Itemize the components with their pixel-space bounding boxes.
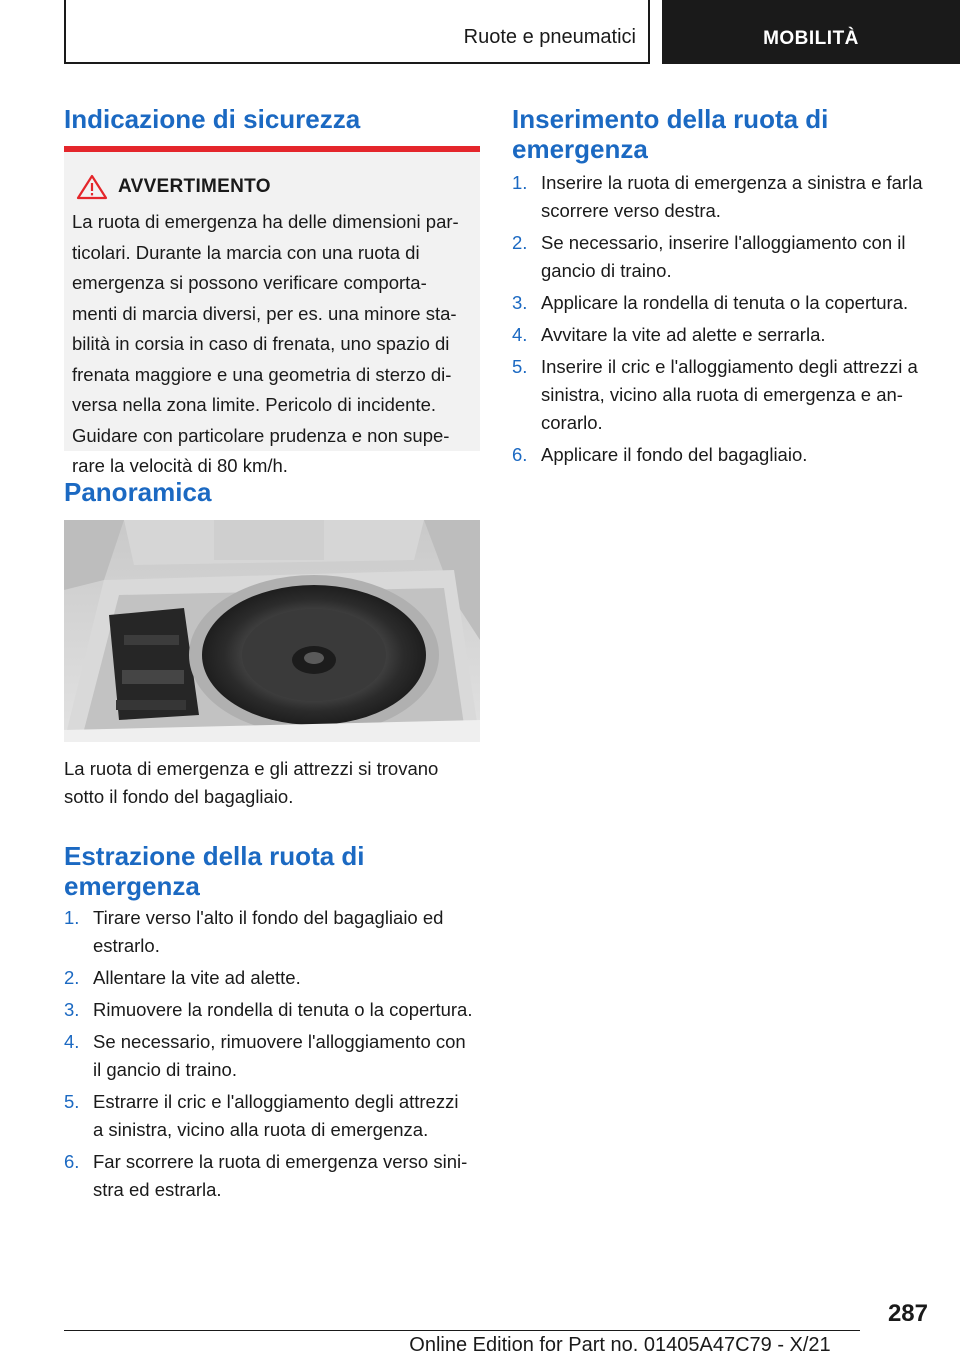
overview-caption — [64, 755, 438, 811]
list-item — [512, 321, 942, 349]
step-text: a sinistra, vicino alla ruota di emergenza. — [93, 1119, 429, 1140]
step-number: 1. — [64, 907, 80, 928]
warning-line: rare la velocità di 80 km/h. — [72, 455, 288, 476]
step-text: Avvitare la vite ad alette e serrarla. — [541, 324, 826, 345]
warning-triangle-icon — [76, 174, 108, 200]
caption-line: sotto il fondo del bagagliaio. — [64, 786, 294, 807]
heading-line: Inserimento della ruota di — [512, 104, 829, 134]
list-item — [64, 1088, 484, 1144]
list-item — [512, 229, 942, 285]
heading-line: emergenza — [64, 871, 200, 901]
heading-safety: Indicazione di sicurezza — [64, 104, 361, 134]
step-text: Far scorrere la ruota di emergenza verso sini- — [93, 1151, 468, 1172]
step-number: 2. — [64, 967, 80, 988]
warning-title: AVVERTIMENTO — [118, 176, 271, 197]
spare-wheel-drawing — [64, 520, 480, 742]
step-text: Se necessario, inserire l'alloggiamento con il — [541, 232, 906, 253]
trunk-spare-wheel-illustration — [64, 520, 480, 742]
header-rule-bottom — [64, 62, 650, 64]
step-text: Estrarre il cric e l'alloggiamento degli attrezzi — [93, 1091, 459, 1112]
step-number: 3. — [64, 999, 80, 1020]
step-text: corarlo. — [541, 412, 603, 433]
warning-header — [72, 172, 472, 202]
list-item — [512, 441, 942, 469]
list-item — [64, 1148, 484, 1204]
step-text: stra ed estrarla. — [93, 1179, 222, 1200]
list-item — [64, 1028, 484, 1084]
step-text: Tirare verso l'alto il fondo del bagagliaio ed — [93, 907, 444, 928]
step-text: estrarlo. — [93, 935, 160, 956]
header-section-title: Ruote e pneumatici — [463, 26, 636, 48]
step-number: 6. — [512, 444, 528, 465]
warning-text — [72, 207, 472, 482]
step-text: il gancio di traino. — [93, 1059, 237, 1080]
step-number: 5. — [64, 1091, 80, 1112]
step-text: Inserire la ruota di emergenza a sinistra e farla — [541, 172, 923, 193]
list-item — [64, 996, 484, 1024]
page-number: 287 — [887, 1300, 928, 1327]
header-rule-right — [648, 0, 650, 64]
list-item — [512, 289, 942, 317]
header-chapter-tab: MOBILITÀ — [662, 0, 960, 64]
warning-line: emergenza si possono verificare comporta- — [72, 272, 427, 293]
step-number: 5. — [512, 356, 528, 377]
step-number: 2. — [512, 232, 528, 253]
step-number: 4. — [512, 324, 528, 345]
heading-line: emergenza — [512, 134, 648, 164]
step-number: 1. — [512, 172, 528, 193]
warning-line: versa nella zona limite. Pericolo di incidente. — [72, 394, 437, 415]
caption-line: La ruota di emergenza e gli attrezzi si trovano — [64, 758, 439, 779]
heading-removal — [64, 841, 365, 901]
header-rule-left — [64, 0, 66, 64]
footer-edition: Online Edition for Part no. 01405A47C79 - X/21 — [409, 1334, 831, 1356]
step-text: Allentare la vite ad alette. — [93, 967, 301, 988]
list-item — [64, 964, 484, 992]
list-item — [512, 353, 942, 437]
heading-insertion — [512, 104, 828, 164]
step-text: Rimuovere la rondella di tenuta o la copertura. — [93, 999, 473, 1020]
warning-line: ticolari. Durante la marcia con una ruota di — [72, 241, 420, 263]
heading-line: Estrazione della ruota di — [64, 841, 365, 871]
list-item — [512, 169, 942, 225]
warning-line: La ruota di emergenza ha delle dimensioni par- — [72, 211, 459, 232]
warning-box — [64, 146, 480, 476]
heading-overview: Panoramica — [64, 477, 212, 507]
warning-line: Guidare con particolare prudenza e non supe- — [72, 424, 450, 446]
removal-steps — [64, 904, 484, 1208]
step-text: Inserire il cric e l'alloggiamento degli attrezzi a — [541, 356, 918, 377]
step-text: Se necessario, rimuovere l'alloggiamento con — [93, 1031, 466, 1052]
warning-line: frenata maggiore e una geometria di sterzo di- — [72, 363, 452, 385]
step-text: Applicare la rondella di tenuta o la copertura. — [541, 292, 909, 313]
list-item — [64, 904, 484, 960]
warning-line: menti di marcia diversi, per es. una minore sta- — [72, 302, 457, 324]
step-text: gancio di traino. — [541, 260, 672, 281]
footer-rule — [64, 1330, 860, 1331]
step-number: 4. — [64, 1031, 80, 1052]
step-text: Applicare il fondo del bagagliaio. — [541, 444, 808, 465]
step-number: 6. — [64, 1151, 80, 1172]
warning-line: bilità in corsia in caso di frenata, uno spazio di — [72, 333, 450, 354]
step-text: scorrere verso destra. — [541, 200, 721, 221]
step-text: sinistra, vicino alla ruota di emergenza e an- — [541, 384, 903, 405]
step-number: 3. — [512, 292, 528, 313]
insertion-steps — [512, 169, 942, 473]
